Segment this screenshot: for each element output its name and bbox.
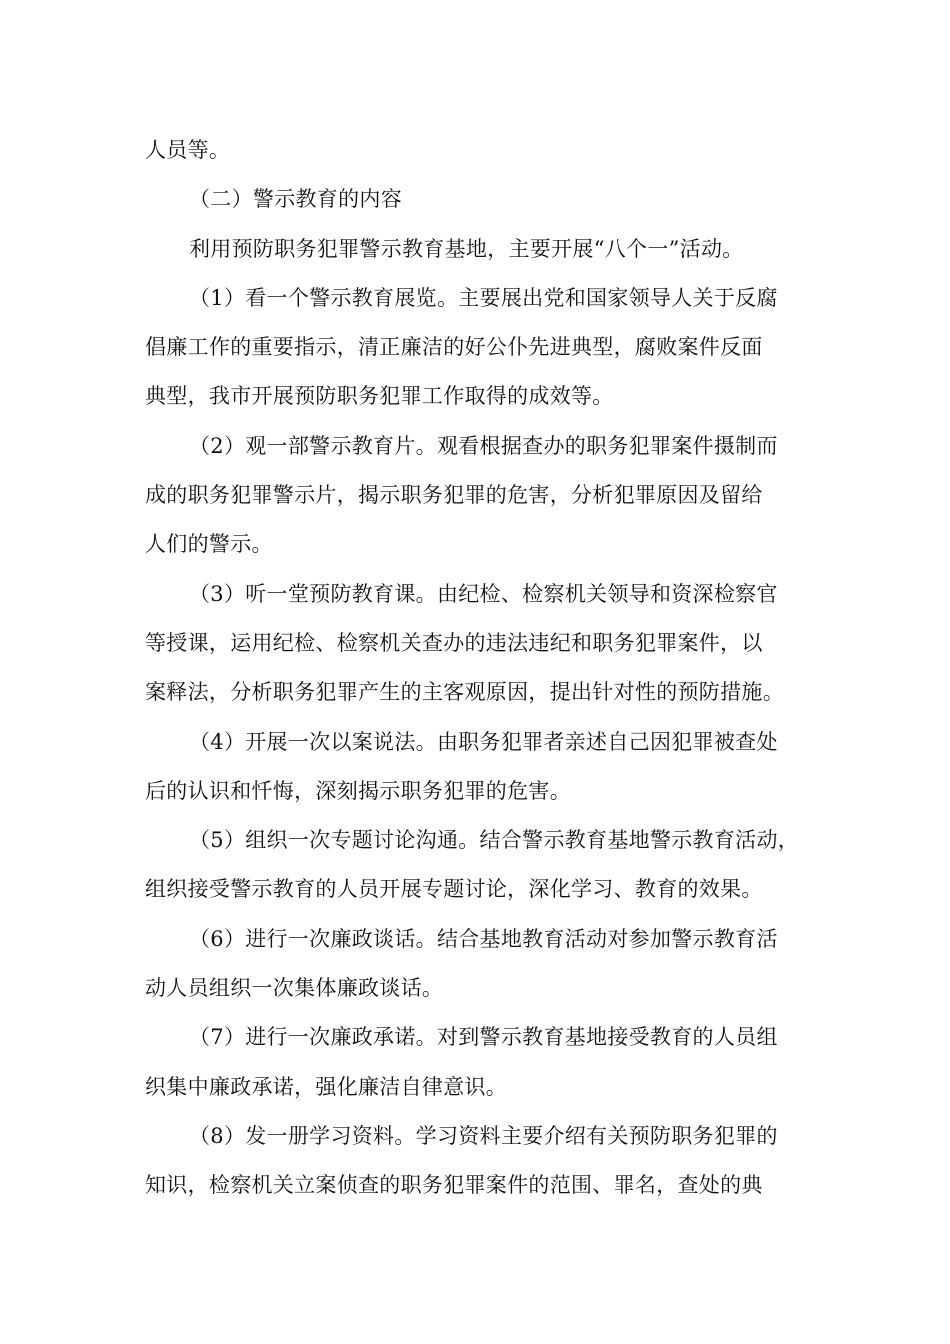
text-line: （5）组织一次专题讨论沟通。结合警示教育基地警示教育活动， xyxy=(189,828,800,853)
text-line: 人们的警示。 xyxy=(145,532,273,557)
text-line: 组织接受警示教育的人员开展专题讨论，深化学习、教育的效果。 xyxy=(145,877,763,902)
text-line: （6）进行一次廉政谈话。结合基地教育活动对参加警示教育活 xyxy=(189,926,778,951)
text-line: 动人员组织一次集体廉政谈话。 xyxy=(145,976,444,1001)
text-line: 利用预防职务犯罪警示教育基地，主要开展“八个一”活动。 xyxy=(189,236,744,261)
text-line: （7）进行一次廉政承诺。对到警示教育基地接受教育的人员组 xyxy=(189,1025,778,1050)
text-line: （8）发一册学习资料。学习资料主要介绍有关预防职务犯罪的 xyxy=(189,1123,778,1148)
text-line: 后的认识和忏悔，深刻揭示职务犯罪的危害。 xyxy=(145,778,571,803)
text-line: （4）开展一次以案说法。由职务犯罪者亲述自己因犯罪被查处 xyxy=(189,729,778,754)
text-line: 案释法，分析职务犯罪产生的主客观原因，提出针对性的预防措施。 xyxy=(145,680,784,705)
document-body xyxy=(145,126,811,1211)
text-line: （1）看一个警示教育展览。主要展出党和国家领导人关于反腐 xyxy=(189,285,778,310)
text-line: 倡廉工作的重要指示，清正廉洁的好公仆先进典型，腐败案件反面 xyxy=(145,335,763,360)
text-line: 成的职务犯罪警示片，揭示职务犯罪的危害，分析犯罪原因及留给 xyxy=(145,483,763,508)
text-line: 人员等。 xyxy=(145,138,231,162)
text-line: （2）观一部警示教育片。观看根据查办的职务犯罪案件摄制而 xyxy=(189,433,778,458)
section-heading: （二）警示教育的内容 xyxy=(189,187,402,212)
text-line: 典型，我市开展预防职务犯罪工作取得的成效等。 xyxy=(145,384,614,409)
text-line: 知识，检察机关立案侦查的职务犯罪案件的范围、罪名，查处的典 xyxy=(145,1173,763,1198)
text-line: （3）听一堂预防教育课。由纪检、检察机关领导和资深检察官 xyxy=(189,581,778,606)
text-line: 等授课，运用纪检、检察机关查办的违法违纪和职务犯罪案件，以 xyxy=(145,630,763,655)
text-line: 织集中廉政承诺，强化廉洁自律意识。 xyxy=(145,1074,508,1099)
